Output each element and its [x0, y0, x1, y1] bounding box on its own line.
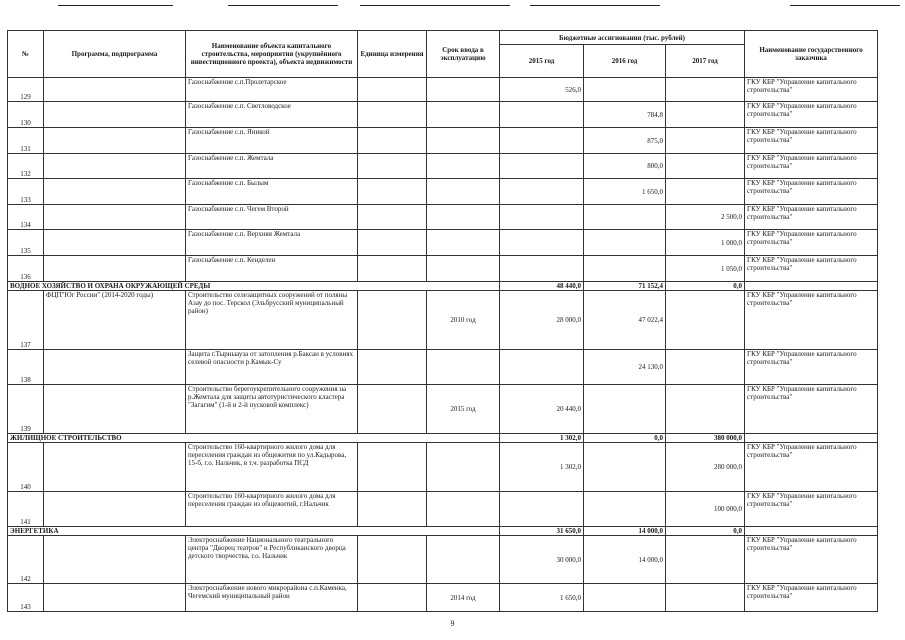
value-2015 [500, 205, 584, 230]
header-2016: 2016 год [584, 45, 666, 78]
customer-cell: ГКУ КБР "Управление капитального строительства" [745, 154, 878, 179]
value-2015: 28 000,0 [500, 291, 584, 350]
table-row [8, 350, 878, 385]
row-number: 136 [8, 256, 44, 282]
value-2015: 30 000,0 [500, 536, 584, 584]
value-2015 [500, 102, 584, 128]
section-title: ЖИЛИЩНОЕ СТРОИТЕЛЬСТВО [8, 434, 500, 443]
customer-cell: ГКУ КБР "Управление капитального строительства" [745, 78, 878, 102]
header-object: Наименование объекта капитального строительства, мероприятия (укрупнённого инвестиционного проекта), объекта недвижимости [186, 31, 358, 78]
row-number: 140 [8, 443, 44, 492]
row-number: 135 [8, 230, 44, 256]
row-number: 138 [8, 350, 44, 385]
page-number: 9 [450, 619, 455, 628]
customer-cell: ГКУ КБР "Управление капитального строительства" [745, 102, 878, 128]
table-row [8, 584, 878, 612]
table-row [8, 385, 878, 434]
value-2016 [584, 584, 666, 612]
section-total-2017: 0,0 [666, 527, 745, 536]
value-2016 [584, 443, 666, 492]
value-2015 [500, 179, 584, 205]
value-2017: 1 000,0 [666, 230, 745, 256]
object-cell: Строительство селезащитных сооружений от поляны Азау до пос. Терскол (Эльбрусский муниципальный район) [186, 291, 358, 350]
top-rule [530, 5, 660, 6]
term-cell [427, 78, 500, 102]
table-body [8, 78, 878, 612]
value-2016: 14 000,0 [584, 536, 666, 584]
row-number: 130 [8, 102, 44, 128]
unit-cell [358, 154, 427, 179]
object-cell: Строительство берегоукрепительного сооружения на р.Жемтала для защиты автотуристического кластера "Загагим" (1-й и 2-й пусковой комплекс) [186, 385, 358, 434]
value-2015: 1 650,0 [500, 584, 584, 612]
value-2017: 2 500,0 [666, 205, 745, 230]
top-rule [228, 5, 338, 6]
value-2017 [666, 154, 745, 179]
table-row [8, 78, 878, 102]
term-cell [427, 102, 500, 128]
unit-cell [358, 492, 427, 527]
top-rule [790, 5, 900, 6]
object-cell: Газоснабжение с.п.Пролетарское [186, 78, 358, 102]
table-row [8, 154, 878, 179]
header-budget: Бюджетные ассигнования (тыс. рублей) [500, 31, 745, 45]
value-2017 [666, 350, 745, 385]
section-total-2016: 14 000,0 [584, 527, 666, 536]
customer-cell: ГКУ КБР "Управление капитального строительства" [745, 179, 878, 205]
table-row [8, 128, 878, 154]
section-title: ЭНЕРГЕТИКА [8, 527, 500, 536]
unit-cell [358, 385, 427, 434]
row-number: 131 [8, 128, 44, 154]
unit-cell [358, 128, 427, 154]
value-2015 [500, 128, 584, 154]
header-customer: Наименование государственного заказчика [745, 31, 878, 78]
table-row [8, 256, 878, 282]
customer-cell: ГКУ КБР "Управление капитального строительства" [745, 205, 878, 230]
unit-cell [358, 256, 427, 282]
value-2016: 875,0 [584, 128, 666, 154]
value-2017 [666, 78, 745, 102]
value-2017 [666, 102, 745, 128]
program-cell [44, 179, 186, 205]
section-title: ВОДНОЕ ХОЗЯЙСТВО И ОХРАНА ОКРУЖАЮЩЕЙ СРЕДЫ [8, 282, 500, 291]
table-row [8, 205, 878, 230]
value-2016 [584, 385, 666, 434]
object-cell: Строительство 160-квартирного жилого дома для переселения граждан из общежитий, г.Нальчик [186, 492, 358, 527]
row-number: 129 [8, 78, 44, 102]
value-2017 [666, 584, 745, 612]
unit-cell [358, 536, 427, 584]
program-cell [44, 230, 186, 256]
value-2016 [584, 78, 666, 102]
header-2017: 2017 год [666, 45, 745, 78]
table-row [8, 230, 878, 256]
object-cell: Газоснабжение с.п. Чегем Второй [186, 205, 358, 230]
table-row [8, 536, 878, 584]
section-total-2015: 31 650,0 [500, 527, 584, 536]
top-rule [360, 5, 510, 6]
table-row [8, 179, 878, 205]
term-cell [427, 492, 500, 527]
term-cell [427, 205, 500, 230]
object-cell: Газоснабжение с.п. Светловодское [186, 102, 358, 128]
value-2016 [584, 256, 666, 282]
table-row [8, 102, 878, 128]
term-cell [427, 179, 500, 205]
unit-cell [358, 205, 427, 230]
section-total-2015: 48 440,0 [500, 282, 584, 291]
value-2017: 100 000,0 [666, 492, 745, 527]
value-2017 [666, 179, 745, 205]
object-cell: Газоснабжение с.п. Былым [186, 179, 358, 205]
unit-cell [358, 78, 427, 102]
object-cell: Строительство 160-квартирного жилого дома для переселения граждан из общежития по ул.Кадырова, 15-б, г.о. Нальчик, в т.ч. разработка ПСД [186, 443, 358, 492]
unit-cell [358, 179, 427, 205]
value-2016 [584, 230, 666, 256]
section-total-2017: 380 000,0 [666, 434, 745, 443]
customer-cell: ГКУ КБР "Управление капитального строительства" [745, 230, 878, 256]
program-cell [44, 205, 186, 230]
value-2015: 1 302,0 [500, 443, 584, 492]
section-row [8, 434, 878, 443]
program-cell [44, 536, 186, 584]
term-cell [427, 154, 500, 179]
value-2017 [666, 536, 745, 584]
object-cell: Защита г.Тырныауза от затопления р.Баксан в условиях селевой опасности р.Камык-Су [186, 350, 358, 385]
customer-cell: ГКУ КБР "Управление капитального строительства" [745, 256, 878, 282]
customer-cell: ГКУ КБР "Управление капитального строительства" [745, 291, 878, 350]
unit-cell [358, 350, 427, 385]
program-cell [44, 584, 186, 612]
unit-cell [358, 291, 427, 350]
program-cell [44, 128, 186, 154]
value-2017 [666, 385, 745, 434]
value-2017 [666, 128, 745, 154]
program-cell [44, 256, 186, 282]
term-cell [427, 256, 500, 282]
section-total-2016: 71 152,4 [584, 282, 666, 291]
value-2016: 24 130,0 [584, 350, 666, 385]
object-cell: Газоснабжение с.п. Верхняя Жемтала [186, 230, 358, 256]
customer-cell: ГКУ КБР "Управление капитального строительства" [745, 584, 878, 612]
empty-cell [745, 527, 878, 536]
object-cell: Электроснабжение нового микрорайона с.п.Каменка, Чегемский муниципальный район [186, 584, 358, 612]
header-num: № [8, 31, 44, 78]
section-total-2015: 1 302,0 [500, 434, 584, 443]
value-2016 [584, 492, 666, 527]
header-term: Срок ввода в эксплуатацию [427, 31, 500, 78]
value-2015 [500, 492, 584, 527]
value-2016: 47 022,4 [584, 291, 666, 350]
row-number: 133 [8, 179, 44, 205]
empty-cell [745, 282, 878, 291]
value-2015 [500, 154, 584, 179]
program-cell [44, 102, 186, 128]
table-row [8, 443, 878, 492]
term-cell [427, 128, 500, 154]
value-2015 [500, 230, 584, 256]
value-2015 [500, 350, 584, 385]
value-2016: 784,8 [584, 102, 666, 128]
section-row [8, 527, 878, 536]
unit-cell [358, 443, 427, 492]
customer-cell: ГКУ КБР "Управление капитального строительства" [745, 128, 878, 154]
section-total-2016: 0,0 [584, 434, 666, 443]
row-number: 134 [8, 205, 44, 230]
term-cell [427, 350, 500, 385]
row-number: 142 [8, 536, 44, 584]
value-2015 [500, 256, 584, 282]
term-cell: 2014 год [427, 584, 500, 612]
budget-table [7, 30, 878, 612]
program-cell: ФЦП"Юг России" (2014-2020 годы) [44, 291, 186, 350]
section-row [8, 282, 878, 291]
row-number: 141 [8, 492, 44, 527]
header-unit: Единица измерения [358, 31, 427, 78]
unit-cell [358, 230, 427, 256]
empty-cell [745, 434, 878, 443]
program-cell [44, 78, 186, 102]
program-cell [44, 443, 186, 492]
customer-cell: ГКУ КБР "Управление капитального строительства" [745, 492, 878, 527]
value-2015: 526,0 [500, 78, 584, 102]
customer-cell: ГКУ КБР "Управление капитального строительства" [745, 385, 878, 434]
program-cell [44, 492, 186, 527]
term-cell [427, 230, 500, 256]
value-2016: 1 650,0 [584, 179, 666, 205]
value-2017: 280 000,0 [666, 443, 745, 492]
unit-cell [358, 584, 427, 612]
program-cell [44, 154, 186, 179]
program-cell [44, 350, 186, 385]
header-2015: 2015 год [500, 45, 584, 78]
value-2017: 1 050,0 [666, 256, 745, 282]
customer-cell: ГКУ КБР "Управление капитального строительства" [745, 536, 878, 584]
header-program: Программа, подпрограмма [44, 31, 186, 78]
customer-cell: ГКУ КБР "Управление капитального строительства" [745, 350, 878, 385]
program-cell [44, 385, 186, 434]
row-number: 143 [8, 584, 44, 612]
object-cell: Газоснабжение с.п. Кенделен [186, 256, 358, 282]
customer-cell: ГКУ КБР "Управление капитального строительства" [745, 443, 878, 492]
value-2016 [584, 205, 666, 230]
object-cell: Электроснабжение Национального театрального центра "Дворец театров" и Республиканского дворца детского творчества, г.о. Нальчик [186, 536, 358, 584]
row-number: 132 [8, 154, 44, 179]
term-cell: 2015 год [427, 385, 500, 434]
object-cell: Газоснабжение с.п. Яникой [186, 128, 358, 154]
object-cell: Газоснабжение с.п. Жемтала [186, 154, 358, 179]
term-cell [427, 443, 500, 492]
top-rule [58, 5, 173, 6]
unit-cell [358, 102, 427, 128]
table-row [8, 291, 878, 350]
value-2017 [666, 291, 745, 350]
table-row [8, 492, 878, 527]
term-cell [427, 536, 500, 584]
row-number: 137 [8, 291, 44, 350]
value-2016: 800,0 [584, 154, 666, 179]
term-cell: 2010 год [427, 291, 500, 350]
section-total-2017: 0,0 [666, 282, 745, 291]
value-2015: 20 440,0 [500, 385, 584, 434]
row-number: 139 [8, 385, 44, 434]
